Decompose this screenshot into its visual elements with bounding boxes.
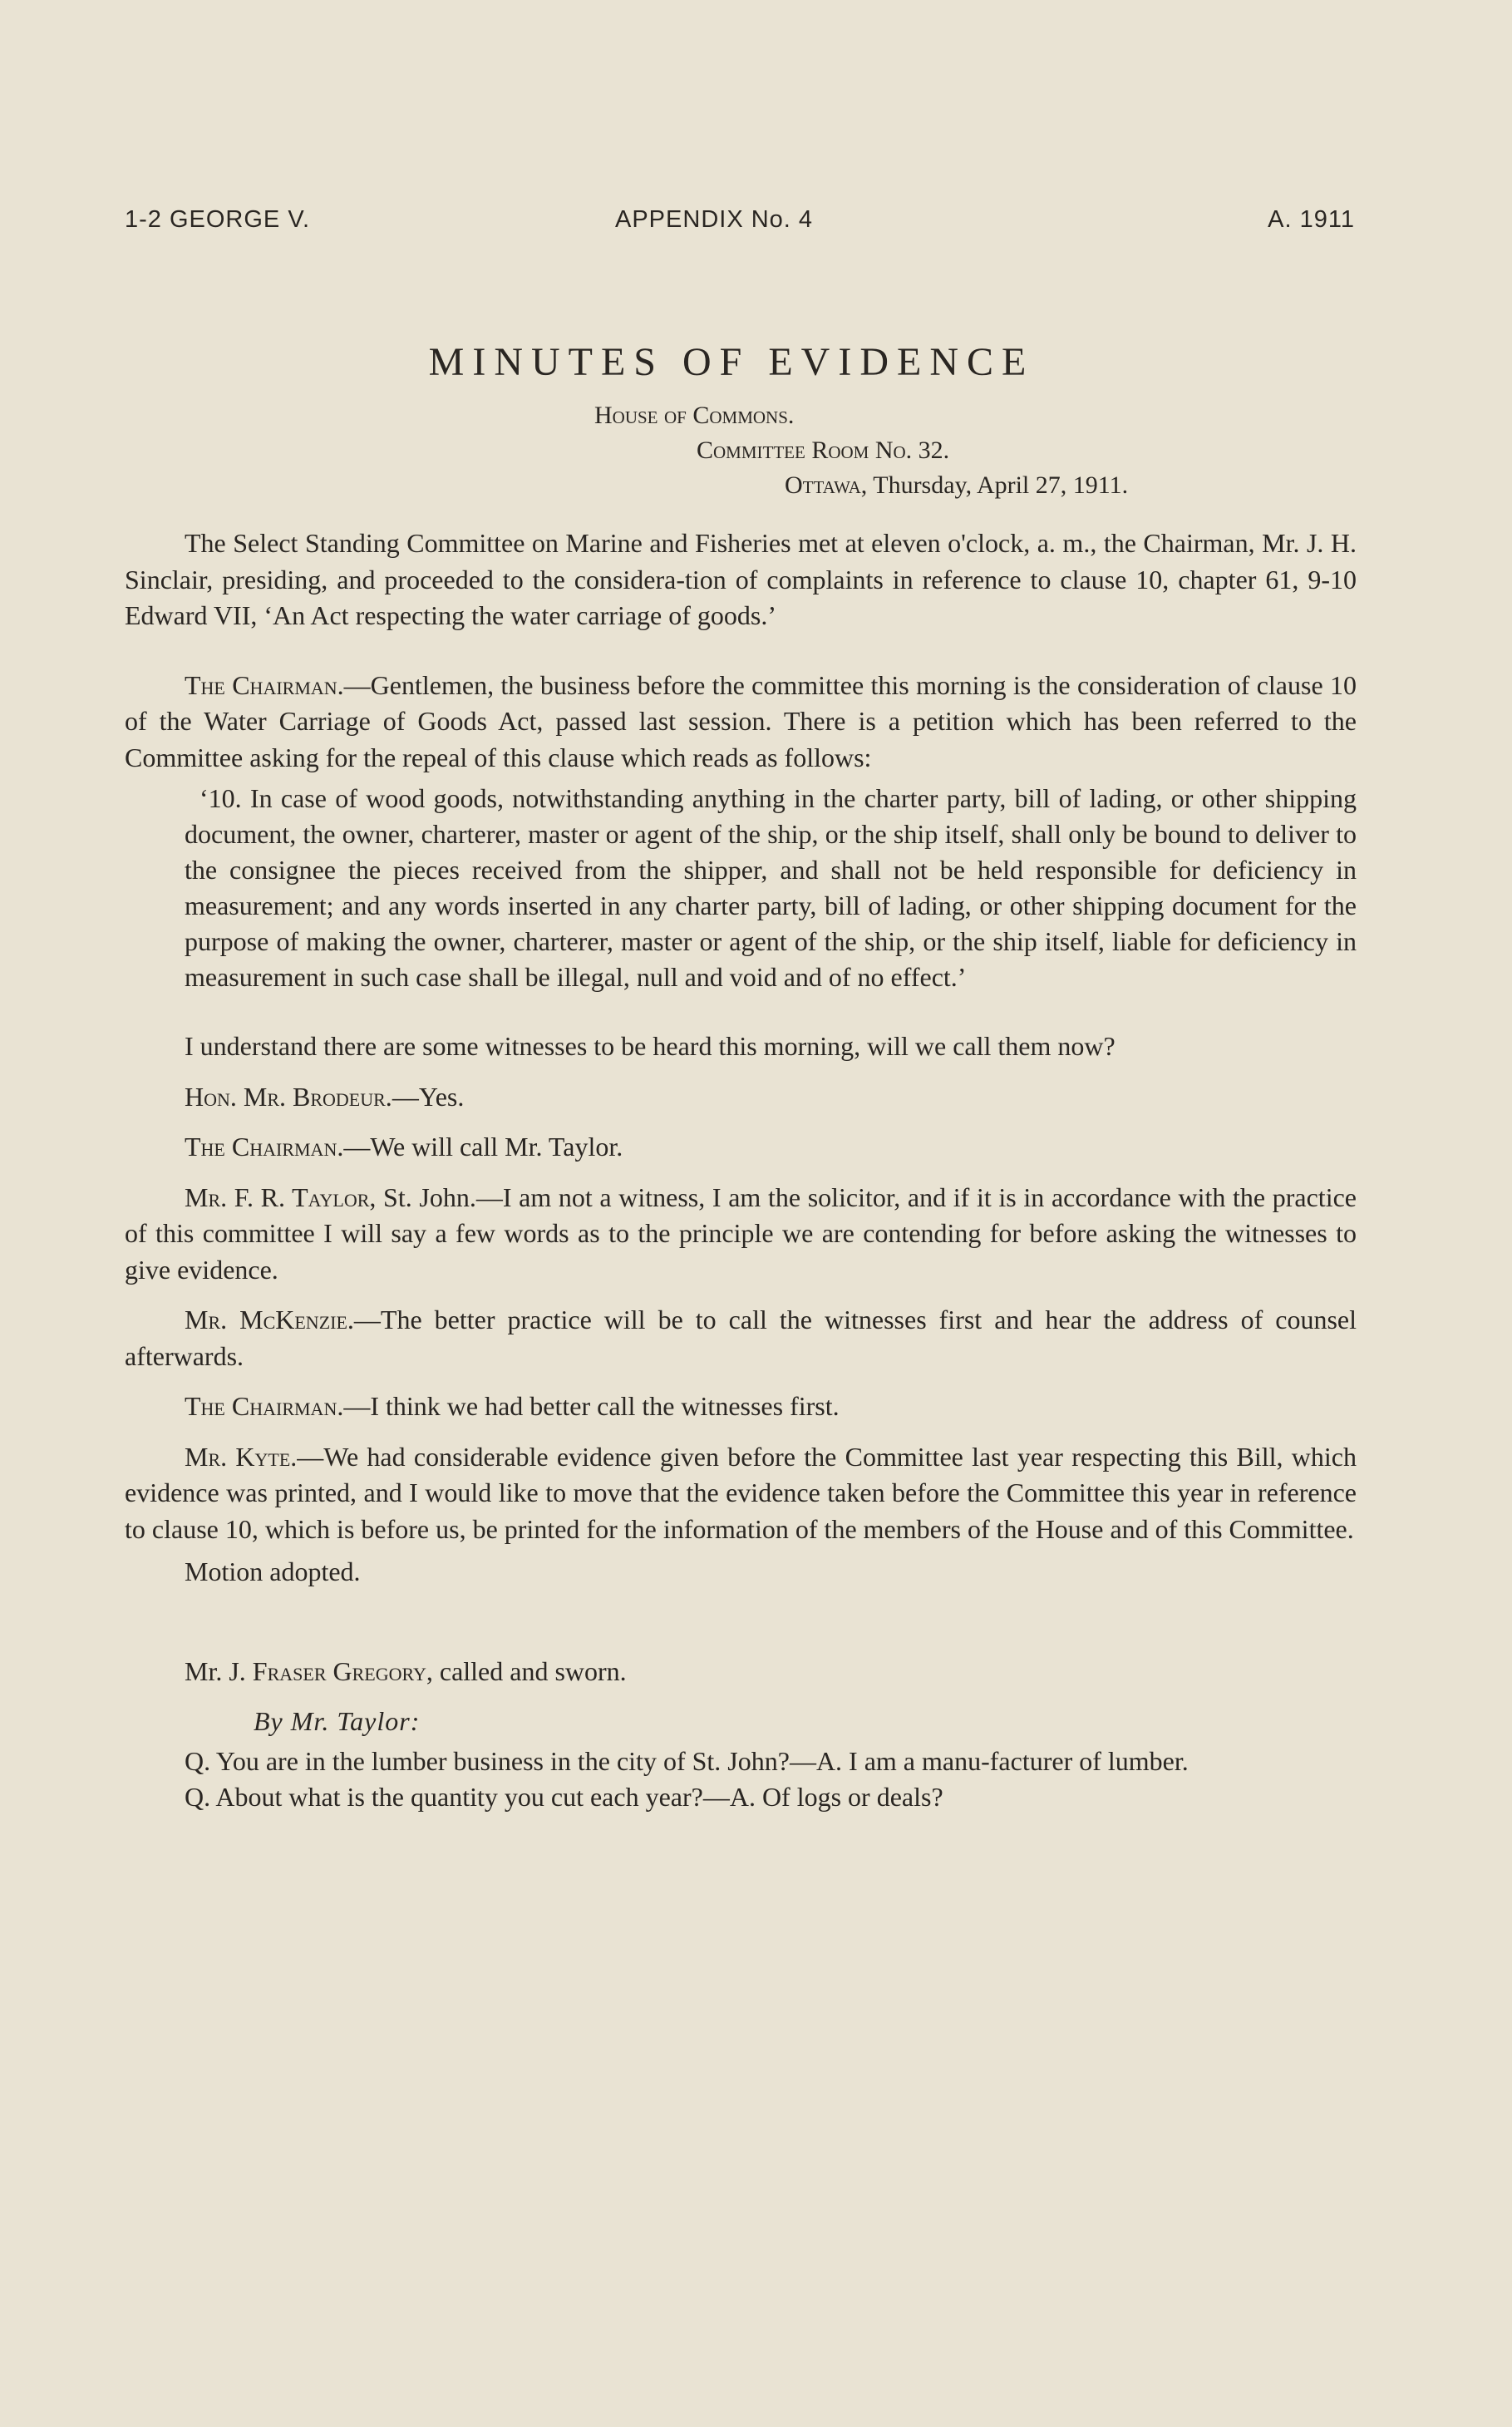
speech-text: —The better practice will be to call the witnesses first and hear the address of counsel afterwards. xyxy=(125,1305,1357,1371)
witnesses-question: I understand there are some witnesses to be heard this morning, will we call them now? xyxy=(185,1031,1116,1061)
speech-text: —We had considerable evidence given before the Committee last year respecting this Bill, which evidence was printed, and I would like to move that the evidence taken before the Committee this year in reference to clause 10, which is before us, be printed for the information of the members of the House and of this Committee. xyxy=(125,1441,1357,1544)
header-regnal-year: 1-2 GEORGE V. xyxy=(125,206,311,233)
chairman-statement xyxy=(125,668,1357,777)
witness-sworn-text: called and sworn. xyxy=(432,1655,627,1686)
speaker-name: Mr. F. R. Taylor, xyxy=(185,1181,377,1212)
speaker-name: The Chairman. xyxy=(185,1391,344,1421)
brodeur-reply xyxy=(125,1079,1357,1116)
address-room: Committee Room No. 32. xyxy=(697,437,950,464)
header-appendix: APPENDIX No. 4 xyxy=(615,206,814,233)
speech-text: —I think we had better call the witnesses first. xyxy=(343,1391,840,1421)
speaker-name: The Chairman. xyxy=(185,1132,344,1162)
address-date-text: Thursday, April 27, 1911. xyxy=(867,471,1129,499)
header-session-year: A. 1911 xyxy=(1268,206,1355,233)
taylor-statement xyxy=(125,1180,1357,1289)
intro-paragraph: The Select Standing Committee on Marine and Fisheries met at eleven o'clock, a. m., the Chairman, Mr. J. H. Sinclair, presiding, and proceeded to the considera-tion of complaints in reference to clause 10, chapter 61, 9-10 Edward VII, ‘An Act respecting the water carriage of goods.’ xyxy=(125,528,1357,630)
speaker-name: Mr. McKenzie. xyxy=(185,1305,354,1334)
mckenzie-statement xyxy=(125,1302,1357,1374)
witness-sworn xyxy=(125,1654,1357,1690)
kyte-motion xyxy=(125,1439,1357,1548)
minutes-body xyxy=(125,525,1357,1816)
speaker-name: Hon. Mr. Brodeur. xyxy=(185,1081,392,1112)
clause-quote: ‘10. In case of wood goods, notwithstanding anything in the charter party, bill of lading, or other shipping document, the owner, charterer, master or agent of the ship, or the ship itself, shall only be bound to deliver to the consignee the pieces received from the shipper, and shall not be held responsible for deficiency in measurement; and any words inserted in any charter party, bill of lading, or other shipping document for the purpose of making the owner, charterer, master or agent of the ship, or the ship itself, liable for deficiency in measurement in such case shall be illegal, null and void and of no effect.’ xyxy=(185,783,1357,992)
page-header xyxy=(125,206,1355,248)
speech-text: St. John.—I am not a witness, I am the solicitor, and if it is in accordance with the practice of this committee I will say a few words as to the principle we are contending for before asking the witnesses to give evidence. xyxy=(125,1181,1357,1285)
motion-result: Motion adopted. xyxy=(185,1556,361,1586)
speaker-name: The Chairman. xyxy=(185,669,344,700)
question-answer: Q. About what is the quantity you cut each year?—A. Of logs or deals? xyxy=(185,1782,943,1812)
address-place: Ottawa, xyxy=(785,471,868,499)
chairman-witnesses-first xyxy=(125,1389,1357,1425)
address-date xyxy=(785,471,1128,500)
speech-text: —Gentlemen, the business before the committee this morning is the consideration of clause 10 of the Water Carriage of Goods Act, passed last session. There is a petition which has been referred to the Committee asking for the repeal of this clause which reads as follows: xyxy=(125,669,1357,772)
question-answer: Q. You are in the lumber business in the city of St. John?—A. I am a manu-facturer of lumber. xyxy=(185,1745,1189,1776)
speech-text: —Yes. xyxy=(392,1081,465,1112)
speaker-name: Mr. Kyte. xyxy=(185,1441,298,1472)
speech-text: —We will call Mr. Taylor. xyxy=(343,1132,623,1162)
address-house: House of Commons. xyxy=(594,402,795,429)
witness-prefix: Mr. J. xyxy=(185,1655,253,1686)
examination-byline: By Mr. Taylor: xyxy=(254,1706,421,1736)
witness-name: Fraser Gregory, xyxy=(252,1655,433,1686)
chairman-call-taylor xyxy=(125,1129,1357,1166)
page-title: MINUTES OF EVIDENCE xyxy=(428,340,1035,384)
